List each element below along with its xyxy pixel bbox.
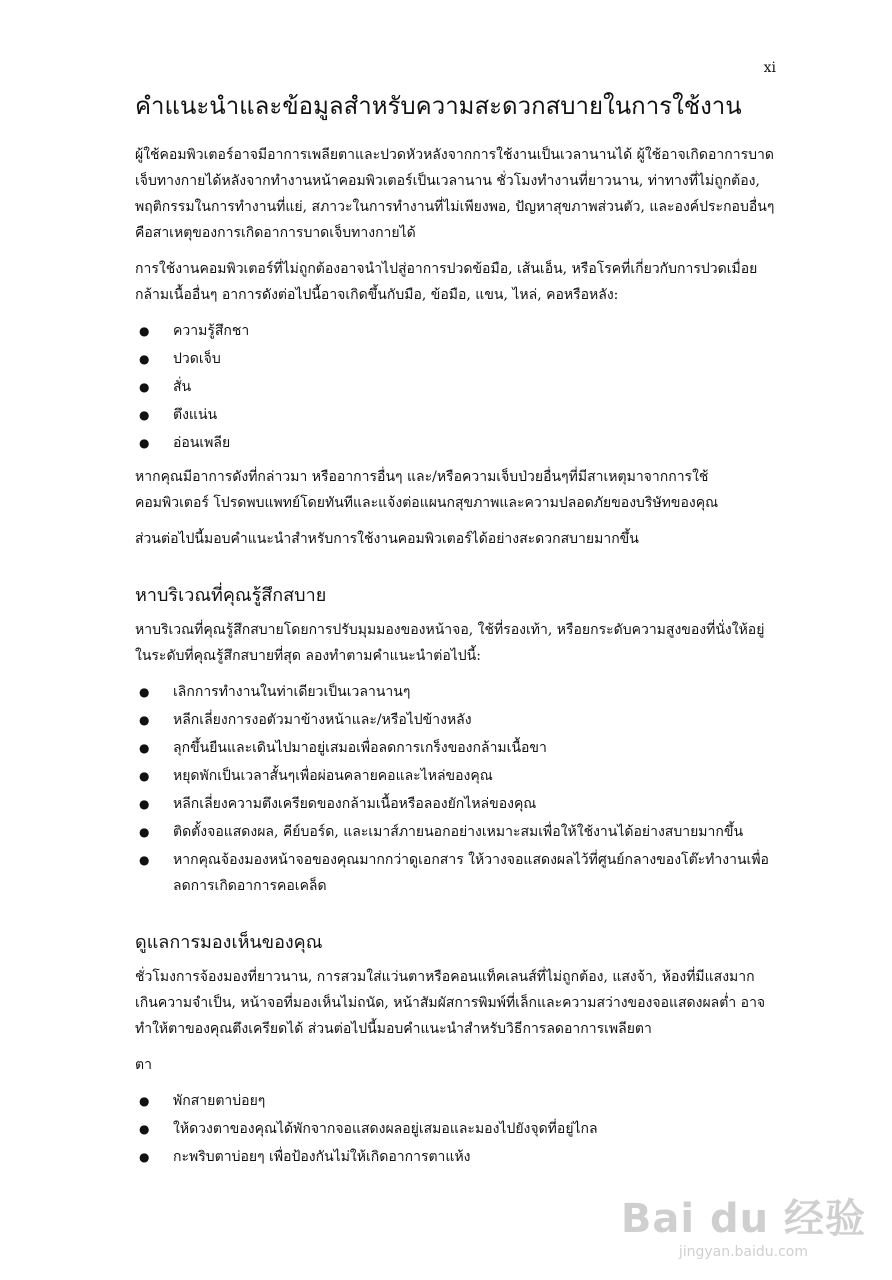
document-body xyxy=(135,88,775,1178)
bullet-icon: ● xyxy=(139,408,150,422)
list-item: ● หลีกเลี่ยงความตึงเครียดของกล้ามเนื้อหรือลองยักไหล่ของคุณ xyxy=(135,791,775,817)
watermark xyxy=(621,1187,866,1260)
list-item: ● ปวดเจ็บ xyxy=(135,346,775,372)
bullet-icon: ● xyxy=(139,1122,150,1136)
bullet-icon: ● xyxy=(139,324,150,338)
list-item: ● ความรู้สึกชา xyxy=(135,318,775,344)
bullet-icon: ● xyxy=(139,1094,150,1108)
list-item: ● ลุกขึ้นยืนและเดินไปมาอยู่เสมอเพื่อลดการเกร็งของกล้ามเนื้อขา xyxy=(135,735,775,761)
list-item: ● พักสายตาบ่อยๆ xyxy=(135,1088,775,1114)
bullet-icon: ● xyxy=(139,825,150,839)
comfort-paragraph: หาบริเวณที่คุณรู้สึกสบายโดยการปรับมุมมองของหน้าจอ, ใช้ที่รองเท้า, หรือยกระดับความสูงของที่นั่งให้อยู่ในระดับที่คุณรู้สึกสบายที่สุด ลองทำตามคำแนะนำต่อไปนี้: xyxy=(135,622,765,664)
vision-list xyxy=(135,1088,775,1170)
comfort-list xyxy=(135,679,775,899)
bullet-icon: ● xyxy=(139,713,150,727)
page-number: xi xyxy=(763,60,776,76)
page-title: คำแนะนำและข้อมูลสำหรับความสะดวกสบายในการใช้งาน xyxy=(135,92,742,120)
watermark-logo: Bai du 经验 xyxy=(620,1196,866,1242)
intro-paragraph-2: การใช้งานคอมพิวเตอร์ที่ไม่ถูกต้องอาจนำไปสู่อาการปวดข้อมือ, เส้นเอ็น, หรือโรคที่เกี่ยวกับการปวดเมื่อยกล้ามเนื้ออื่นๆ อาการดังต่อไปนี้อาจเกิดขึ้นกับมือ, ข้อมือ, แขน, ไหล่, คอหรือหลัง: xyxy=(135,261,758,303)
list-item: ● ตึงแน่น xyxy=(135,402,775,428)
bullet-icon: ● xyxy=(139,741,150,755)
section-heading-comfort: หาบริเวณที่คุณรู้สึกสบาย xyxy=(135,585,327,606)
vision-paragraph: ชั่วโมงการจ้องมองที่ยาวนาน, การสวมใส่แว่นตาหรือคอนแท็คเลนส์ที่ไม่ถูกต้อง, แสงจ้า, ห้องที่มีแสงมากเกินความจำเป็น, หน้าจอที่มองเห็นไม่ถนัด, หน้าสัมผัสการพิมพ์ที่เล็กและความสว่างของจอแสดงผลต่ำ อาจทำให้ตาของคุณตึงเครียดได้ ส่วนต่อไปนี้มอบคำแนะนำสำหรับวิธีการลดอาการเพลียตา xyxy=(135,969,766,1037)
bullet-icon: ● xyxy=(139,352,150,366)
list-item: ● อ่อนเพลีย xyxy=(135,430,775,456)
vision-subheading: ตา xyxy=(135,1057,152,1073)
bullet-icon: ● xyxy=(139,797,150,811)
bullet-icon: ● xyxy=(139,436,150,450)
watermark-url: jingyan.baidu.com xyxy=(678,1244,809,1260)
bullet-icon: ● xyxy=(139,685,150,699)
bullet-icon: ● xyxy=(139,380,150,394)
intro-paragraph-3: หากคุณมีอาการดังที่กล่าวมา หรืออาการอื่นๆ และ/หรือความเจ็บป่วยอื่นๆที่มีสาเหตุมาจากการใช้คอมพิวเตอร์ โปรดพบแพทย์โดยทันทีและแจ้งต่อแผนกสุขภาพและความปลอดภัยของบริษัทของคุณ xyxy=(135,469,719,511)
intro-paragraph-1: ผู้ใช้คอมพิวเตอร์อาจมีอาการเพลียตาและปวดหัวหลังจากการใช้งานเป็นเวลานานได้ ผู้ใช้อาจเกิดอาการบาดเจ็บทางกายได้หลังจากทำงานหน้าคอมพิวเตอร์เป็นเวลานาน ชั่วโมงทำงานที่ยาวนาน, ท่าทางที่ไม่ถูกต้อง, พฤติกรรมในการทำงานที่แย่, สภาวะในการทำงานที่ไม่เพียงพอ, ปัญหาสุขภาพส่วนตัว, และองค์ประกอบอื่นๆคือสาเหตุของการเกิดอาการบาดเจ็บทางกายได้ xyxy=(135,147,775,241)
bullet-icon: ● xyxy=(139,853,150,867)
list-item: ● เลิกการทำงานในท่าเดียวเป็นเวลานานๆ xyxy=(135,679,775,705)
list-item: ● ติดตั้งจอแสดงผล, คีย์บอร์ด, และเมาส์ภายนอกอย่างเหมาะสมเพื่อให้ใช้งานได้อย่างสบายมากขึ้น xyxy=(135,819,775,845)
symptom-list xyxy=(135,318,775,456)
list-item: ● สั่น xyxy=(135,374,775,400)
section-heading-vision: ดูแลการมองเห็นของคุณ xyxy=(135,932,323,953)
list-item: ● ให้ดวงตาของคุณได้พักจากจอแสดงผลอยู่เสมอและมองไปยังจุดที่อยู่ไกล xyxy=(135,1116,775,1142)
bullet-icon: ● xyxy=(139,1150,150,1164)
intro-paragraph-4: ส่วนต่อไปนี้มอบคำแนะนำสำหรับการใช้งานคอมพิวเตอร์ได้อย่างสะดวกสบายมากขึ้น xyxy=(135,531,639,547)
list-item: ● หยุดพักเป็นเวลาสั้นๆเพื่อผ่อนคลายคอและไหล่ของคุณ xyxy=(135,763,775,789)
list-item: ● หลีกเลี่ยงการงอตัวมาข้างหน้าและ/หรือไปข้างหลัง xyxy=(135,707,775,733)
list-item: ● หากคุณจ้องมองหน้าจอของคุณมากกว่าดูเอกสาร ให้วางจอแสดงผลไว้ที่ศูนย์กลางของโต๊ะทำงานเพื่อลดการเกิดอาการคอเคล็ด xyxy=(135,847,775,899)
bullet-icon: ● xyxy=(139,769,150,783)
list-item: ● กะพริบตาบ่อยๆ เพื่อป้องกันไม่ให้เกิดอาการตาแห้ง xyxy=(135,1144,775,1170)
